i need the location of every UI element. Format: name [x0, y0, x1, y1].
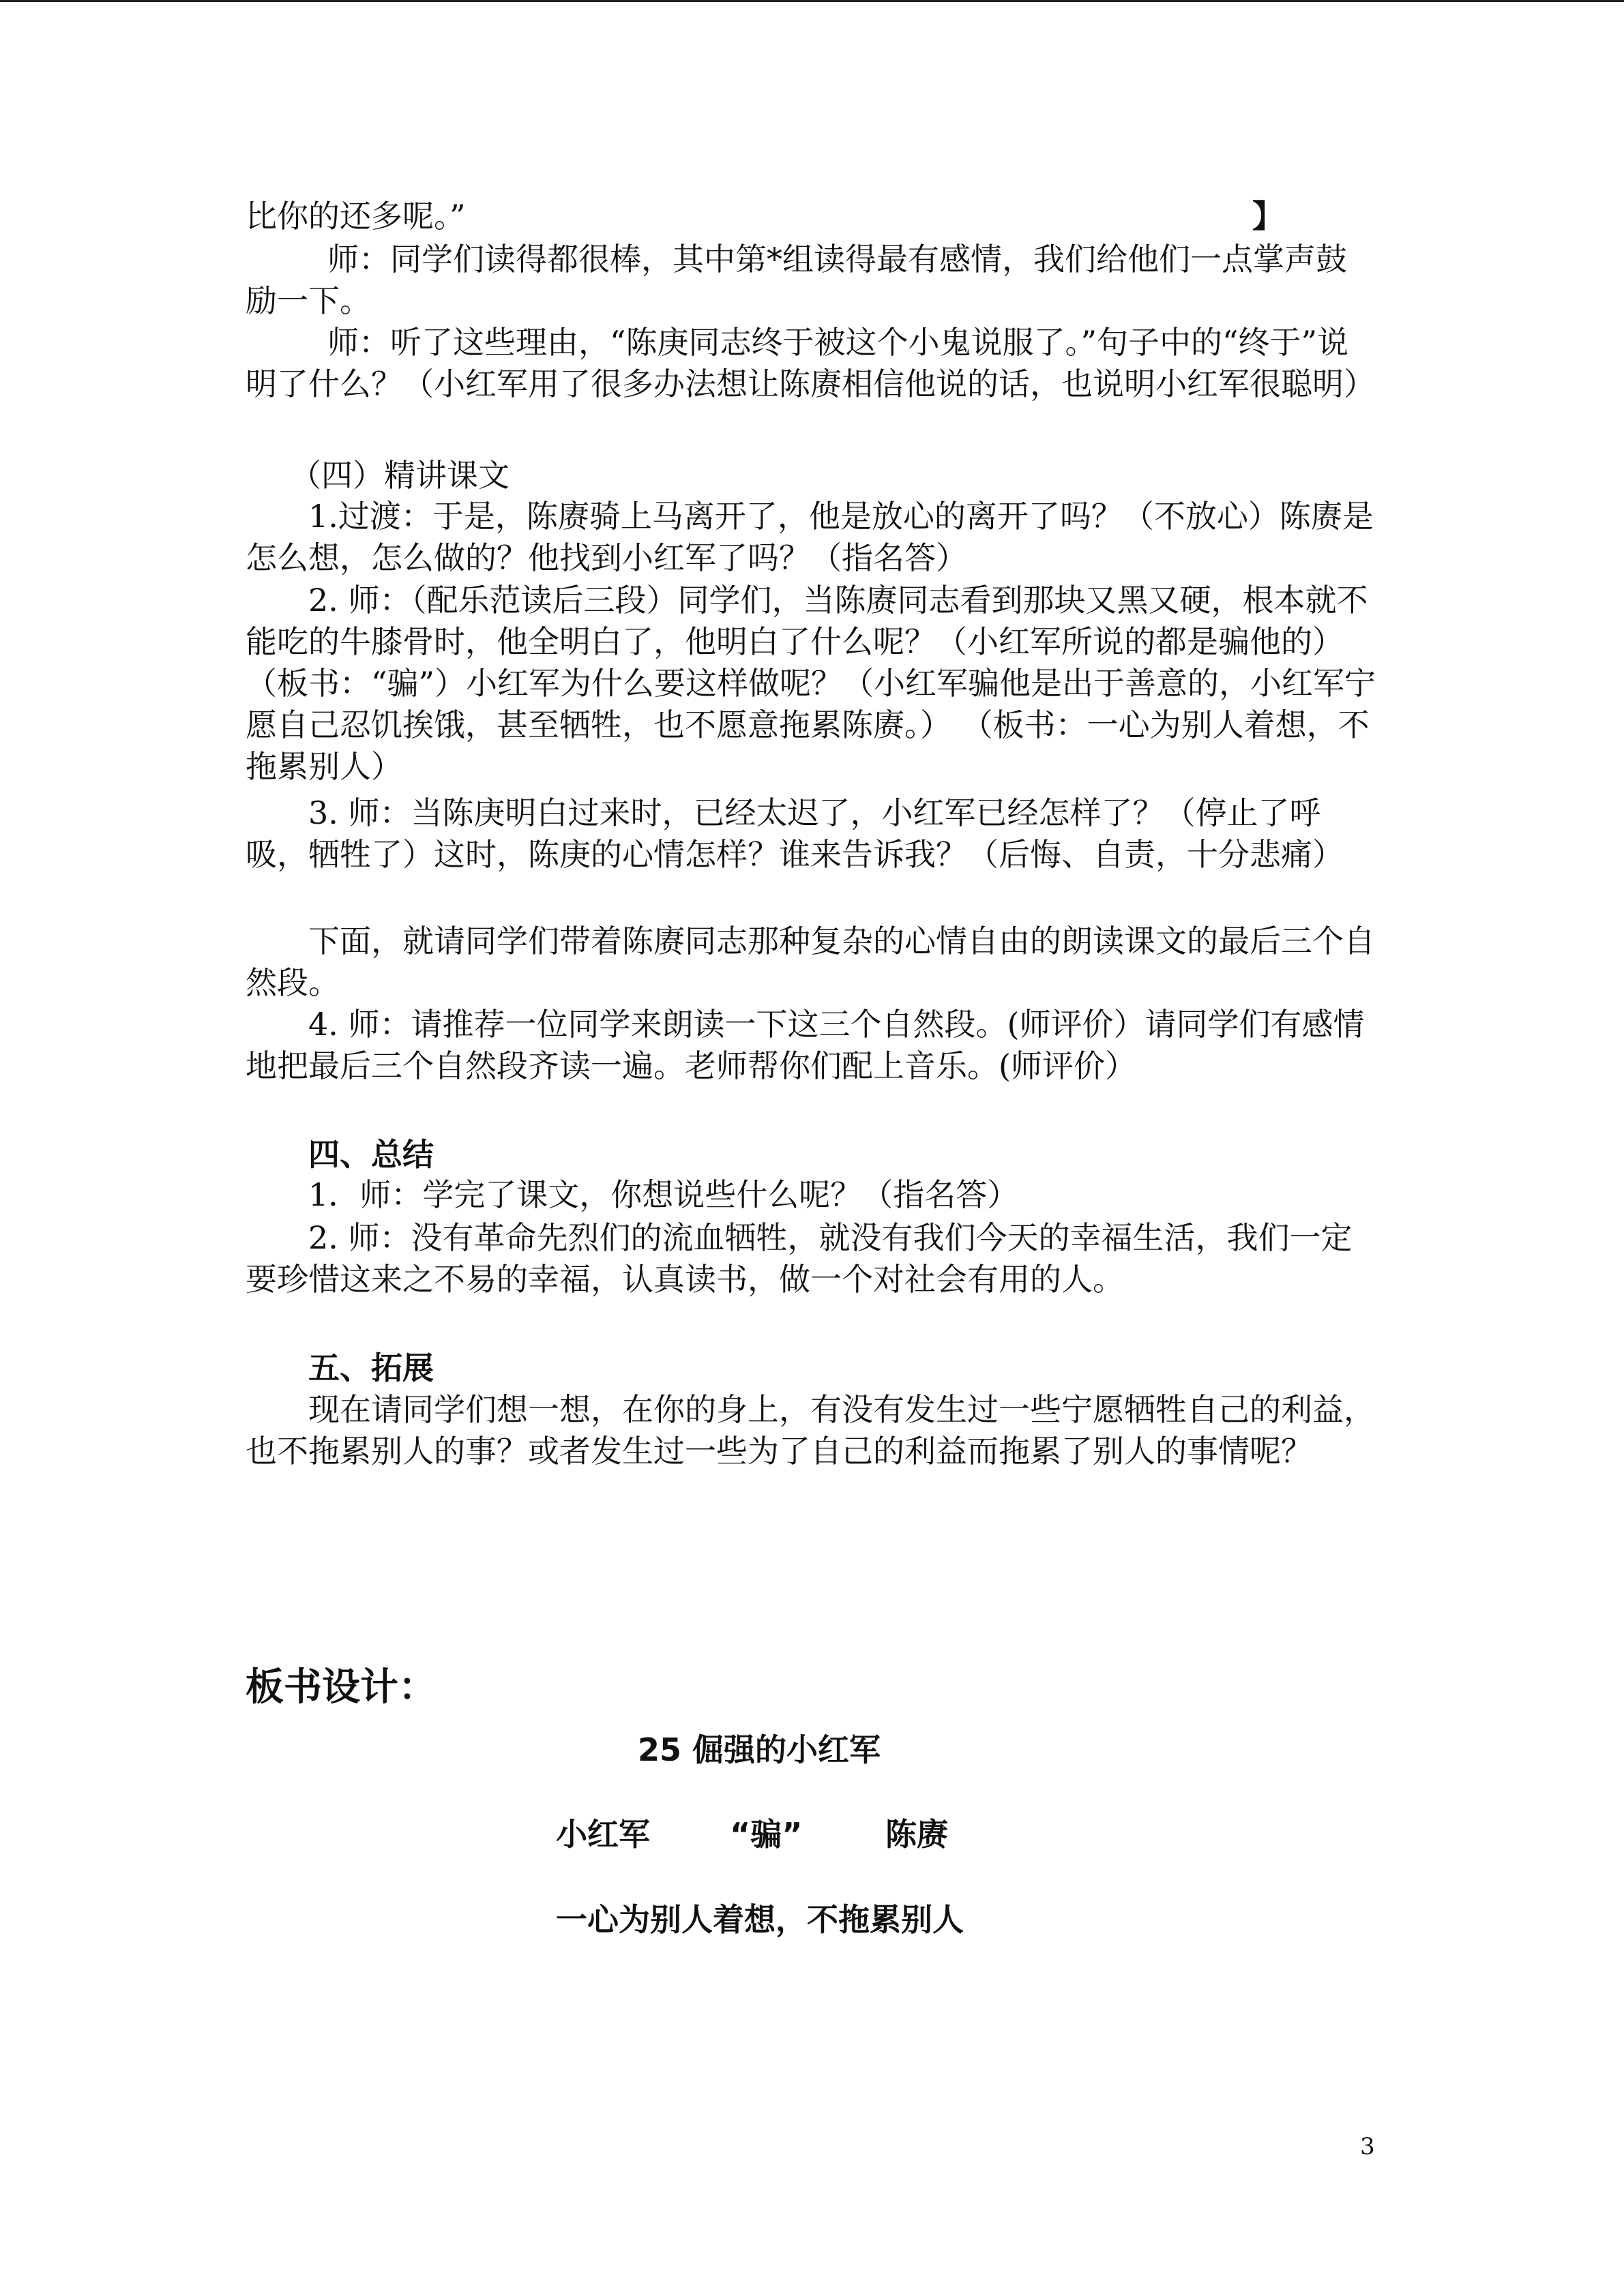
paragraph-quote-end: 比你的还多呢。”: [246, 198, 466, 235]
paragraph-teacher-4: 4. 师：请推荐一位同学来朗读一下这三个自然段。(师评价）请同学们有感情地把最后三个自然段齐读一遍。老师帮你们配上音乐。(师评价）: [246, 1006, 1365, 1084]
board-lesson-title: 25 倔强的小红军: [638, 1731, 881, 1768]
summary-item-1: 1．师：学完了课文，你想说些什么呢？（指名答）: [308, 1176, 1019, 1213]
paragraph-read-aloud: 下面，就请同学们带着陈赓同志那种复杂的心情自由的朗读课文的最后三个自然段。: [246, 923, 1375, 1001]
top-rule: [0, 0, 1624, 2]
page-number: 3: [1360, 2133, 1375, 2160]
board-left-text: 小红军: [556, 1816, 650, 1853]
bracket-mark: 】: [1252, 198, 1284, 235]
board-bottom-text: 一心为别人着想，不拖累别人: [556, 1901, 964, 1938]
board-right-text: 陈赓: [885, 1816, 948, 1853]
paragraph-teacher-2: 2. 师：（配乐范读后三段）同学们，当陈赓同志看到那块又黑又硬，根本就不能吃的牛膝骨时，他全明白了，他明白了什么呢？（小红军所说的都是骗他的）（板书：“骗”）小红军为什么要这样做呢？（小红军骗他是出于善意的，小红军宁愿自己忍饥挨饿，甚至牺牲，也不愿意拖累陈赓。） （板书：一心为别人着想，不拖累别人）: [246, 582, 1376, 785]
extension-text: 现在请同学们想一想，在你的身上，有没有发生过一些宁愿牺牲自己的利益，也不拖累别人的事？或者发生过一些为了自己的利益而拖累了别人的事情呢？: [246, 1391, 1375, 1470]
section-heading-explain: （四）精讲课文: [290, 457, 510, 494]
extension-heading: 五、拓展: [308, 1350, 434, 1386]
board-middle-text: “骗”: [730, 1816, 803, 1853]
summary-item-2: 2. 师：没有革命先烈们的流血牺牲，就没有我们今天的幸福生活，我们一定要珍惜这来之不易的幸福，认真读书，做一个对社会有用的人。: [246, 1219, 1353, 1298]
paragraph-teacher-3: 3. 师：当陈庚明白过来时，已经太迟了，小红军已经怎样了？（停止了呼吸，牺牲了）这时，陈庚的心情怎样？谁来告诉我？（后悔、自责，十分悲痛）: [246, 794, 1344, 873]
paragraph-praise: 师：同学们读得都很棒，其中第*组读得最有感情，我们给他们一点掌声鼓励一下。: [246, 241, 1347, 319]
board-design-title: 板书设计：: [246, 1665, 437, 1710]
paragraph-transition: 1.过渡：于是，陈赓骑上马离开了，他是放心的离开了吗？（不放心）陈赓是怎么想，怎么做的？他找到小红军了吗？（指名答）: [246, 498, 1374, 576]
summary-heading: 四、总结: [308, 1136, 434, 1173]
paragraph-finally-question: 师：听了这些理由，“陈庚同志终于被这个小鬼说服了。”句子中的“终于”说明了什么？（小红军用了很多办法想让陈赓相信他说的话，也说明小红军很聪明）: [246, 324, 1375, 402]
